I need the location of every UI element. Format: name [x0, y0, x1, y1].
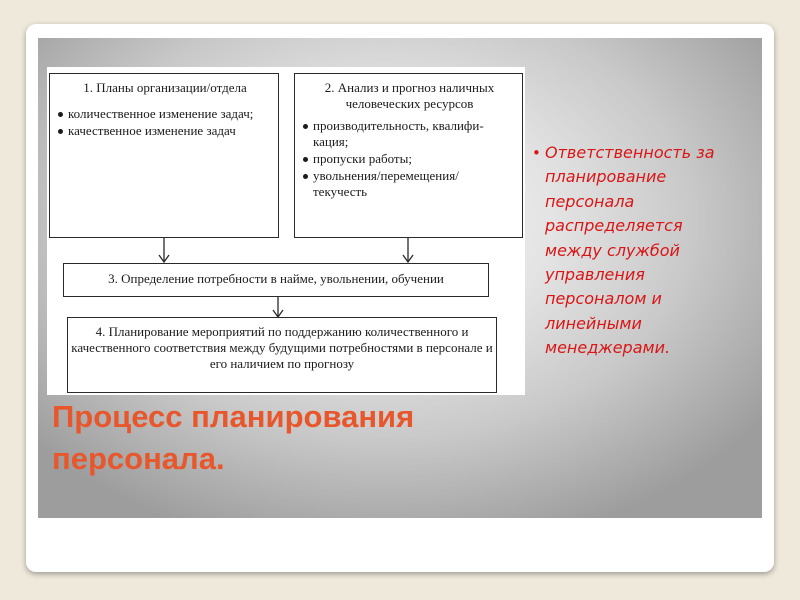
box-title: 2. Анализ и прогноз наличных человеческих ресурсов	[324, 80, 495, 111]
arrow-down-icon	[402, 238, 414, 264]
box-text: 3. Определение потребности в найме, увольнении, обучении	[108, 271, 444, 286]
arrow-down-icon	[158, 238, 170, 264]
list-item: производительность, квалифи-кация;	[303, 118, 516, 150]
box-text: 4. Планирование мероприятий по поддержанию количественного и качественного соответствия между будущими потребностями в персонале и его наличием по прогнозу	[71, 324, 493, 371]
list-item: качественное изменение задач	[58, 123, 272, 139]
bullet-marker: •	[532, 144, 541, 162]
bullet-list	[303, 118, 516, 200]
bullet-list	[58, 106, 272, 139]
list-item: увольнения/перемещения/ текучесть	[303, 168, 516, 200]
box-title: 1. Планы организации/отдела	[83, 80, 247, 95]
side-note	[532, 141, 742, 361]
list-item: пропуски работы;	[303, 151, 516, 167]
slide-title: Процесс планирования персонала.	[52, 399, 415, 476]
diagram-box-organization-plans	[49, 73, 279, 238]
list-item: количественное изменение задач;	[58, 106, 272, 122]
planning-diagram	[47, 67, 525, 395]
side-note-text: Ответственность за планирование персонала распределяется между службой управления персоналом и линейными менеджерами.	[545, 143, 715, 358]
diagram-box-resource-analysis	[294, 73, 523, 238]
diagram-box-needs-definition	[63, 263, 489, 297]
arrow-down-icon	[272, 297, 284, 319]
diagram-box-activity-planning	[67, 317, 497, 393]
